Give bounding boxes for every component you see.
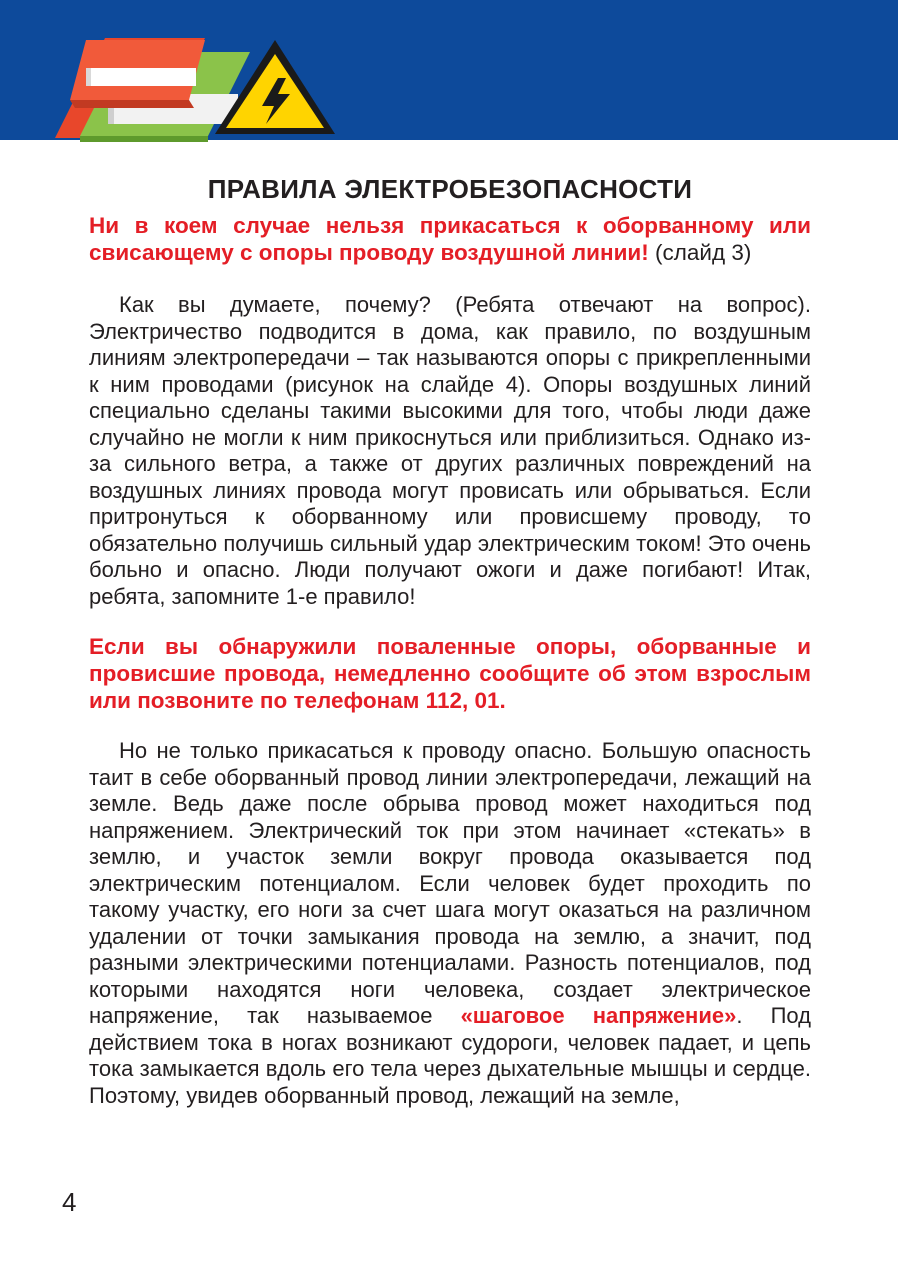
header-illustration xyxy=(50,30,350,142)
slide-reference: (слайд 3) xyxy=(648,240,752,265)
page-number: 4 xyxy=(62,1187,77,1217)
rule-2: Если вы обнаружили поваленные опоры, оборванные и провисшие провода, немедленно сообщите об этом взрослым или позвоните по телефонам 112, 01. xyxy=(89,634,811,713)
paragraph-2 xyxy=(89,738,811,1109)
paragraph-2-start: Но не только прикасаться к проводу опасно. Большую опасность таит в себе оборванный провод линии электропередачи, лежащий на земле. Ведь даже после обрыва провод может находиться под напряжением. Электрический ток при этом начинает «стекать» в землю, и участок земли вокруг провода оказывается под электрическим потенциалом. Если человек будет проходить по такому участку, его ноги за счет шага могут оказаться на различном удалении от точки замыкания провода на землю, а значит, под разными электрическими потенциалами. Разность потенциалов, под которыми находятся ноги человека, создает электрическое напряжение, так называемое xyxy=(89,738,811,1028)
rule-1-text: Ни в коем случае нельзя прикасаться к оборванному или свисающему с опоры проводу воздушной линии! xyxy=(89,213,811,265)
step-voltage-term: «шаговое напряжение» xyxy=(460,1003,737,1028)
rule-1 xyxy=(89,212,811,266)
page-title: ПРАВИЛА ЭЛЕКТРОБЕЗОПАСНОСТИ xyxy=(207,174,693,204)
paragraph-1: Как вы думаете, почему? (Ребята отвечают на вопрос). Электричество подводится в дома, как правило, по воздушным линиям электропередачи – так называются опоры с прикрепленными к ним проводами (рисунок на слайде 4). Опоры воздушных линий специально сделаны такими высокими для того, чтобы люди даже случайно не могли к ним прикоснуться или приблизиться. Однако из-за сильного ветра, а также от других различных повреждений на воздушных линиях провода могут провисать или обрываться. Если притронуться к оборванному или провисшему проводу, то обязательно получишь сильный удар электрическим током! Это очень больно и опасно. Люди получают ожоги и даже погибают! Итак, ребята, запомните 1-е правило! xyxy=(89,292,811,609)
paragraph-2-end: . Под действием тока в ногах возникают судороги, человек падает, и цепь тока замыкается вдоль его тела через дыхательные мышцы и сердце. Поэтому, увидев оборванный провод, лежащий на земле, xyxy=(89,1003,811,1108)
page-content xyxy=(89,172,811,1109)
